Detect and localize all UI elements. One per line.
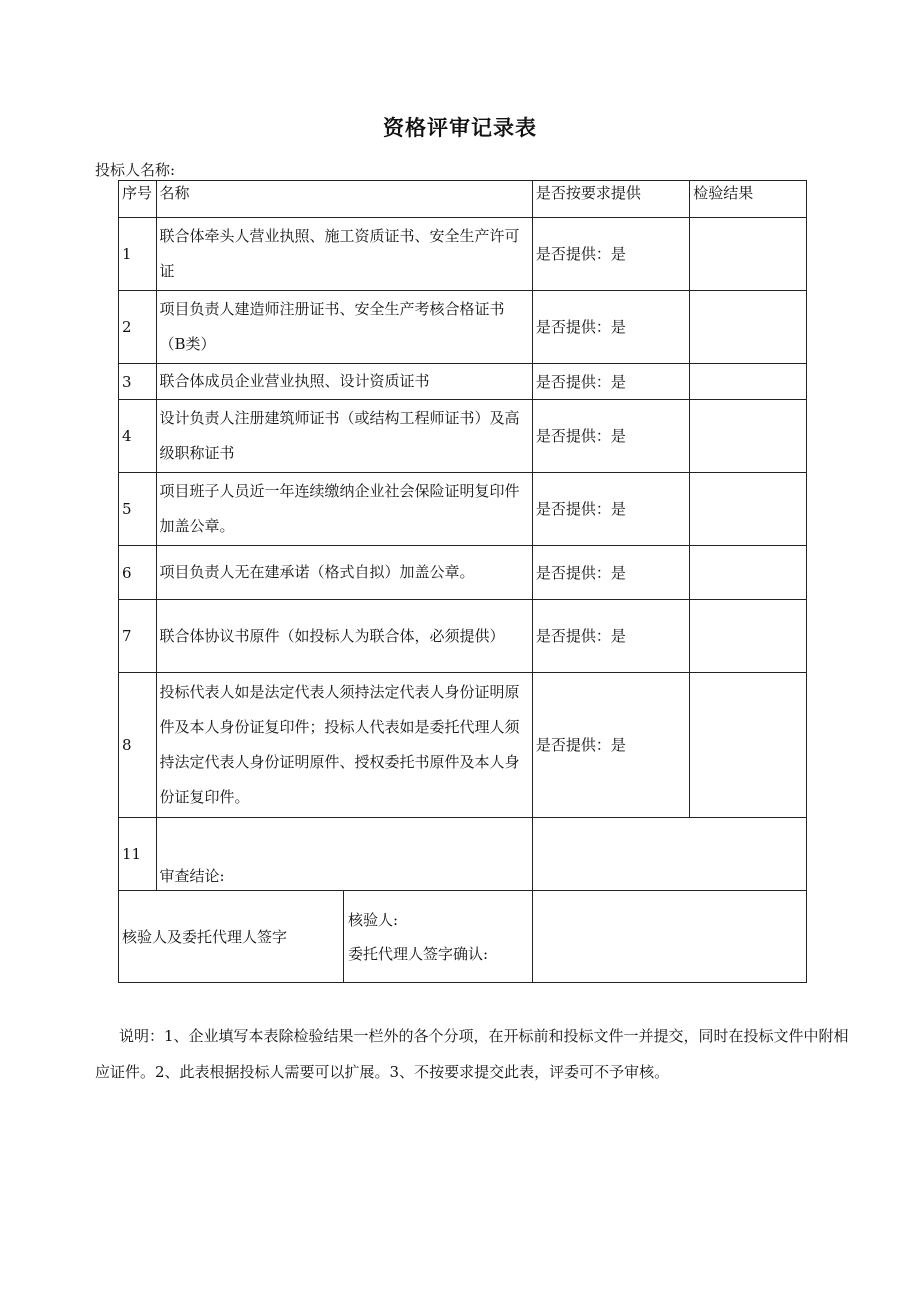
row-number: 3 <box>119 364 157 400</box>
row-result[interactable] <box>690 291 807 364</box>
page-title: 资格评审记录表 <box>383 116 537 140</box>
signature-label: 核验人及委托代理人签字 <box>119 891 344 982</box>
explanation-note: 说明：1、企业填写本表除检验结果一栏外的各个分项，在开标前和投标文件一并提交，同时在投标文件中附相应证件。2、此表根据投标人需要可以扩展。3、不按要求提交此表，评委可不予审核。 <box>95 1027 849 1081</box>
row-name: 项目负责人建造师注册证书、安全生产考核合格证书（B类） <box>156 291 532 364</box>
row-number: 6 <box>119 546 157 600</box>
row-result[interactable] <box>690 546 807 600</box>
table-row <box>119 400 807 473</box>
row-number: 7 <box>119 600 157 673</box>
row-number: 4 <box>119 400 157 473</box>
row-number: 2 <box>119 291 157 364</box>
table-row <box>119 673 807 818</box>
header-name: 名称 <box>156 181 532 218</box>
qualification-review-table <box>118 180 807 983</box>
table-row <box>119 364 807 400</box>
row-result[interactable] <box>690 364 807 400</box>
row-provided: 是否提供：是 <box>532 291 689 364</box>
row-provided: 是否提供：是 <box>532 218 689 291</box>
header-result: 检验结果 <box>690 181 807 218</box>
row-result[interactable] <box>690 218 807 291</box>
row-number: 8 <box>119 673 157 818</box>
header-provided: 是否按要求提供 <box>532 181 689 218</box>
row-name: 联合体协议书原件（如投标人为联合体，必须提供） <box>156 600 532 673</box>
signature-row <box>119 891 807 983</box>
table-row <box>119 473 807 546</box>
row-result[interactable] <box>690 400 807 473</box>
bidder-name-label: 投标人名称: <box>95 161 176 179</box>
row-number: 11 <box>119 818 157 891</box>
header-number: 序号 <box>119 181 157 218</box>
row-result[interactable] <box>690 473 807 546</box>
row-provided: 是否提供：是 <box>532 473 689 546</box>
row-name: 联合体牵头人营业执照、施工资质证书、安全生产许可证 <box>156 218 532 291</box>
row-number: 1 <box>119 218 157 291</box>
checker-signature-label[interactable]: 核验人: <box>348 910 399 929</box>
row-name: 投标代表人如是法定代表人须持法定代表人身份证明原件及本人身份证复印件；投标人代表如是委托代理人须持法定代表人身份证明原件、授权委托书原件及本人身份证复印件。 <box>156 673 532 818</box>
row-name: 项目负责人无在建承诺（格式自拟）加盖公章。 <box>156 546 532 600</box>
row-result[interactable] <box>690 673 807 818</box>
row-provided: 是否提供：是 <box>532 364 689 400</box>
review-conclusion-label: 审查结论: <box>156 818 532 891</box>
row-number: 5 <box>119 473 157 546</box>
table-row <box>119 218 807 291</box>
signature-cell <box>119 891 533 983</box>
table-row <box>119 291 807 364</box>
row-name: 联合体成员企业营业执照、设计资质证书 <box>156 364 532 400</box>
row-provided: 是否提供：是 <box>532 673 689 818</box>
table-row <box>119 600 807 673</box>
table-header-row <box>119 181 807 218</box>
table-row-conclusion <box>119 818 807 891</box>
review-conclusion-field[interactable] <box>532 818 806 891</box>
row-name: 项目班子人员近一年连续缴纳企业社会保险证明复印件加盖公章。 <box>156 473 532 546</box>
row-provided: 是否提供：是 <box>532 546 689 600</box>
agent-signature-confirm-label[interactable]: 委托代理人签字确认: <box>348 944 489 963</box>
row-provided: 是否提供：是 <box>532 400 689 473</box>
row-provided: 是否提供：是 <box>532 600 689 673</box>
row-result[interactable] <box>690 600 807 673</box>
table-row <box>119 546 807 600</box>
signature-area[interactable] <box>532 891 806 983</box>
row-name: 设计负责人注册建筑师证书（或结构工程师证书）及高级职称证书 <box>156 400 532 473</box>
